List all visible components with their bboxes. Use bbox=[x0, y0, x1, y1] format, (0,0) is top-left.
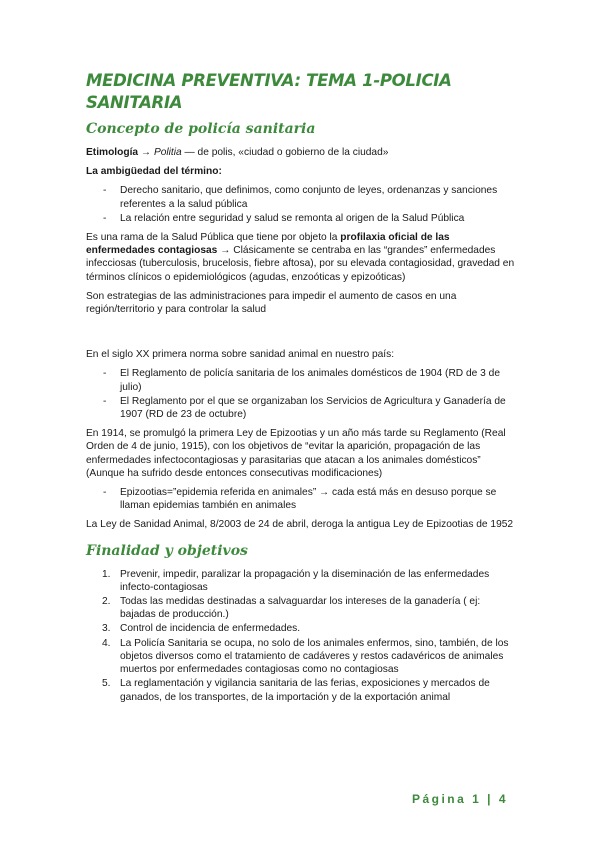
item-text: Todas las medidas destinadas a salvaguardar los intereses de la ganadería ( ej: bajadas de producción.) bbox=[120, 596, 481, 621]
list-item: - La relación entre seguridad y salud se remonta al origen de la Salud Pública bbox=[86, 212, 516, 225]
item-number: 3. bbox=[102, 623, 111, 635]
etymology-rest: — de polis, «ciudad o gobierno de la ciudad» bbox=[181, 147, 389, 158]
list-item bbox=[86, 595, 516, 621]
list-item bbox=[86, 568, 516, 594]
definition-start: Es una rama de la Salud Pública que tiene por objeto la bbox=[86, 232, 341, 244]
page-number-footer: Página 1 | 4 bbox=[411, 792, 508, 806]
objectives-list bbox=[86, 568, 516, 704]
law-1914-paragraph: En 1914, se promulgó la primera Ley de Epizootias y un año más tarde su Reglamento (Real Orden de 4 de junio, 1915), con los objetivos de “evitar la aparición, propagación de las enfermedades infectocontagiosas y parasitarias que atacan a los animales domésticos” (Aunque ha sufrido desde entonces consecutivas modificaciones) bbox=[86, 428, 506, 479]
etymology-label: Etimología bbox=[86, 147, 139, 158]
document-title: MEDICINA PREVENTIVA: TEMA 1-POLICIA SANITARIA bbox=[86, 71, 452, 112]
etymology-word: Politia bbox=[153, 147, 182, 158]
item-number: 5. bbox=[102, 678, 111, 690]
etymology-arrow: → bbox=[138, 147, 154, 158]
xx-century-intro: En el siglo XX primera norma sobre sanidad animal en nuestro país: bbox=[86, 349, 395, 361]
list-item: - El Reglamento por el que se organizaban los Servicios de Agricultura y Ganadería de 1907 (RD de 23 de octubre) bbox=[86, 395, 516, 421]
page-content bbox=[86, 70, 516, 705]
xx-century-list bbox=[86, 367, 516, 421]
item-number: 1. bbox=[102, 568, 111, 580]
item-number: 4. bbox=[102, 637, 111, 649]
list-item: - Epizootias=”epidemia referida en animales” → cada está más en desuso porque se llaman epidemias también en animales bbox=[86, 486, 516, 512]
ambiguity-heading-text: La ambigüedad del término: bbox=[86, 166, 222, 178]
item-text: Prevenir, impedir, paralizar la propagación y la diseminación de las enfermedades infecto-contagiosas bbox=[120, 568, 490, 593]
blank-space bbox=[86, 322, 516, 348]
item-text: La reglamentación y vigilancia sanitaria de las ferias, exposiciones y mercados de ganados, de los transportes, de la importación y de la exportación animal bbox=[120, 678, 490, 703]
ambiguity-heading bbox=[86, 165, 516, 178]
epizootias-list bbox=[86, 486, 516, 512]
list-item bbox=[86, 637, 516, 677]
ambiguity-list bbox=[86, 184, 516, 225]
definition-paragraph bbox=[86, 231, 516, 284]
etymology-paragraph bbox=[86, 146, 516, 159]
definition-bold: profilaxia oficial de las enfermedades contagiosas bbox=[86, 232, 450, 257]
definition-rest: → Clásicamente se centraba en las “grandes” enfermedades infecciosas (tuberculosis, brucelosis, fiebre aftosa), por su elevada contagiosidad, gravedad en términos clínicos o epidemiológicos (agudas, enzoóticas y epizoóticas) bbox=[86, 245, 515, 283]
section-heading-finalidad: Finalidad y objetivos bbox=[86, 542, 248, 559]
list-item bbox=[86, 677, 516, 703]
item-text: Control de incidencia de enfermedades. bbox=[120, 623, 301, 635]
item-number: 2. bbox=[102, 596, 111, 608]
list-item: - Derecho sanitario, que definimos, como conjunto de leyes, ordenanzas y sanciones referentes a la salud pública bbox=[86, 184, 516, 210]
list-item: - El Reglamento de policía sanitaria de los animales domésticos de 1904 (RD de 3 de julio) bbox=[86, 367, 516, 393]
section-heading-concepto: Concepto de policía sanitaria bbox=[86, 121, 316, 137]
law-2003-paragraph: La Ley de Sanidad Animal, 8/2003 de 24 de abril, deroga la antigua Ley de Epizootias de 1952 bbox=[86, 519, 514, 531]
list-item bbox=[86, 622, 516, 635]
item-text: La Policía Sanitaria se ocupa, no solo de los animales enfermos, sino, también, de los objetos diversos como el tratamiento de cadáveres y restos cadavéricos de animales muertos por enfermedades contagiosas como no contagiosas bbox=[120, 637, 509, 676]
strategies-paragraph: Son estrategias de las administraciones para impedir el aumento de casos en una región/territorio y para controlar la salud bbox=[86, 290, 457, 316]
